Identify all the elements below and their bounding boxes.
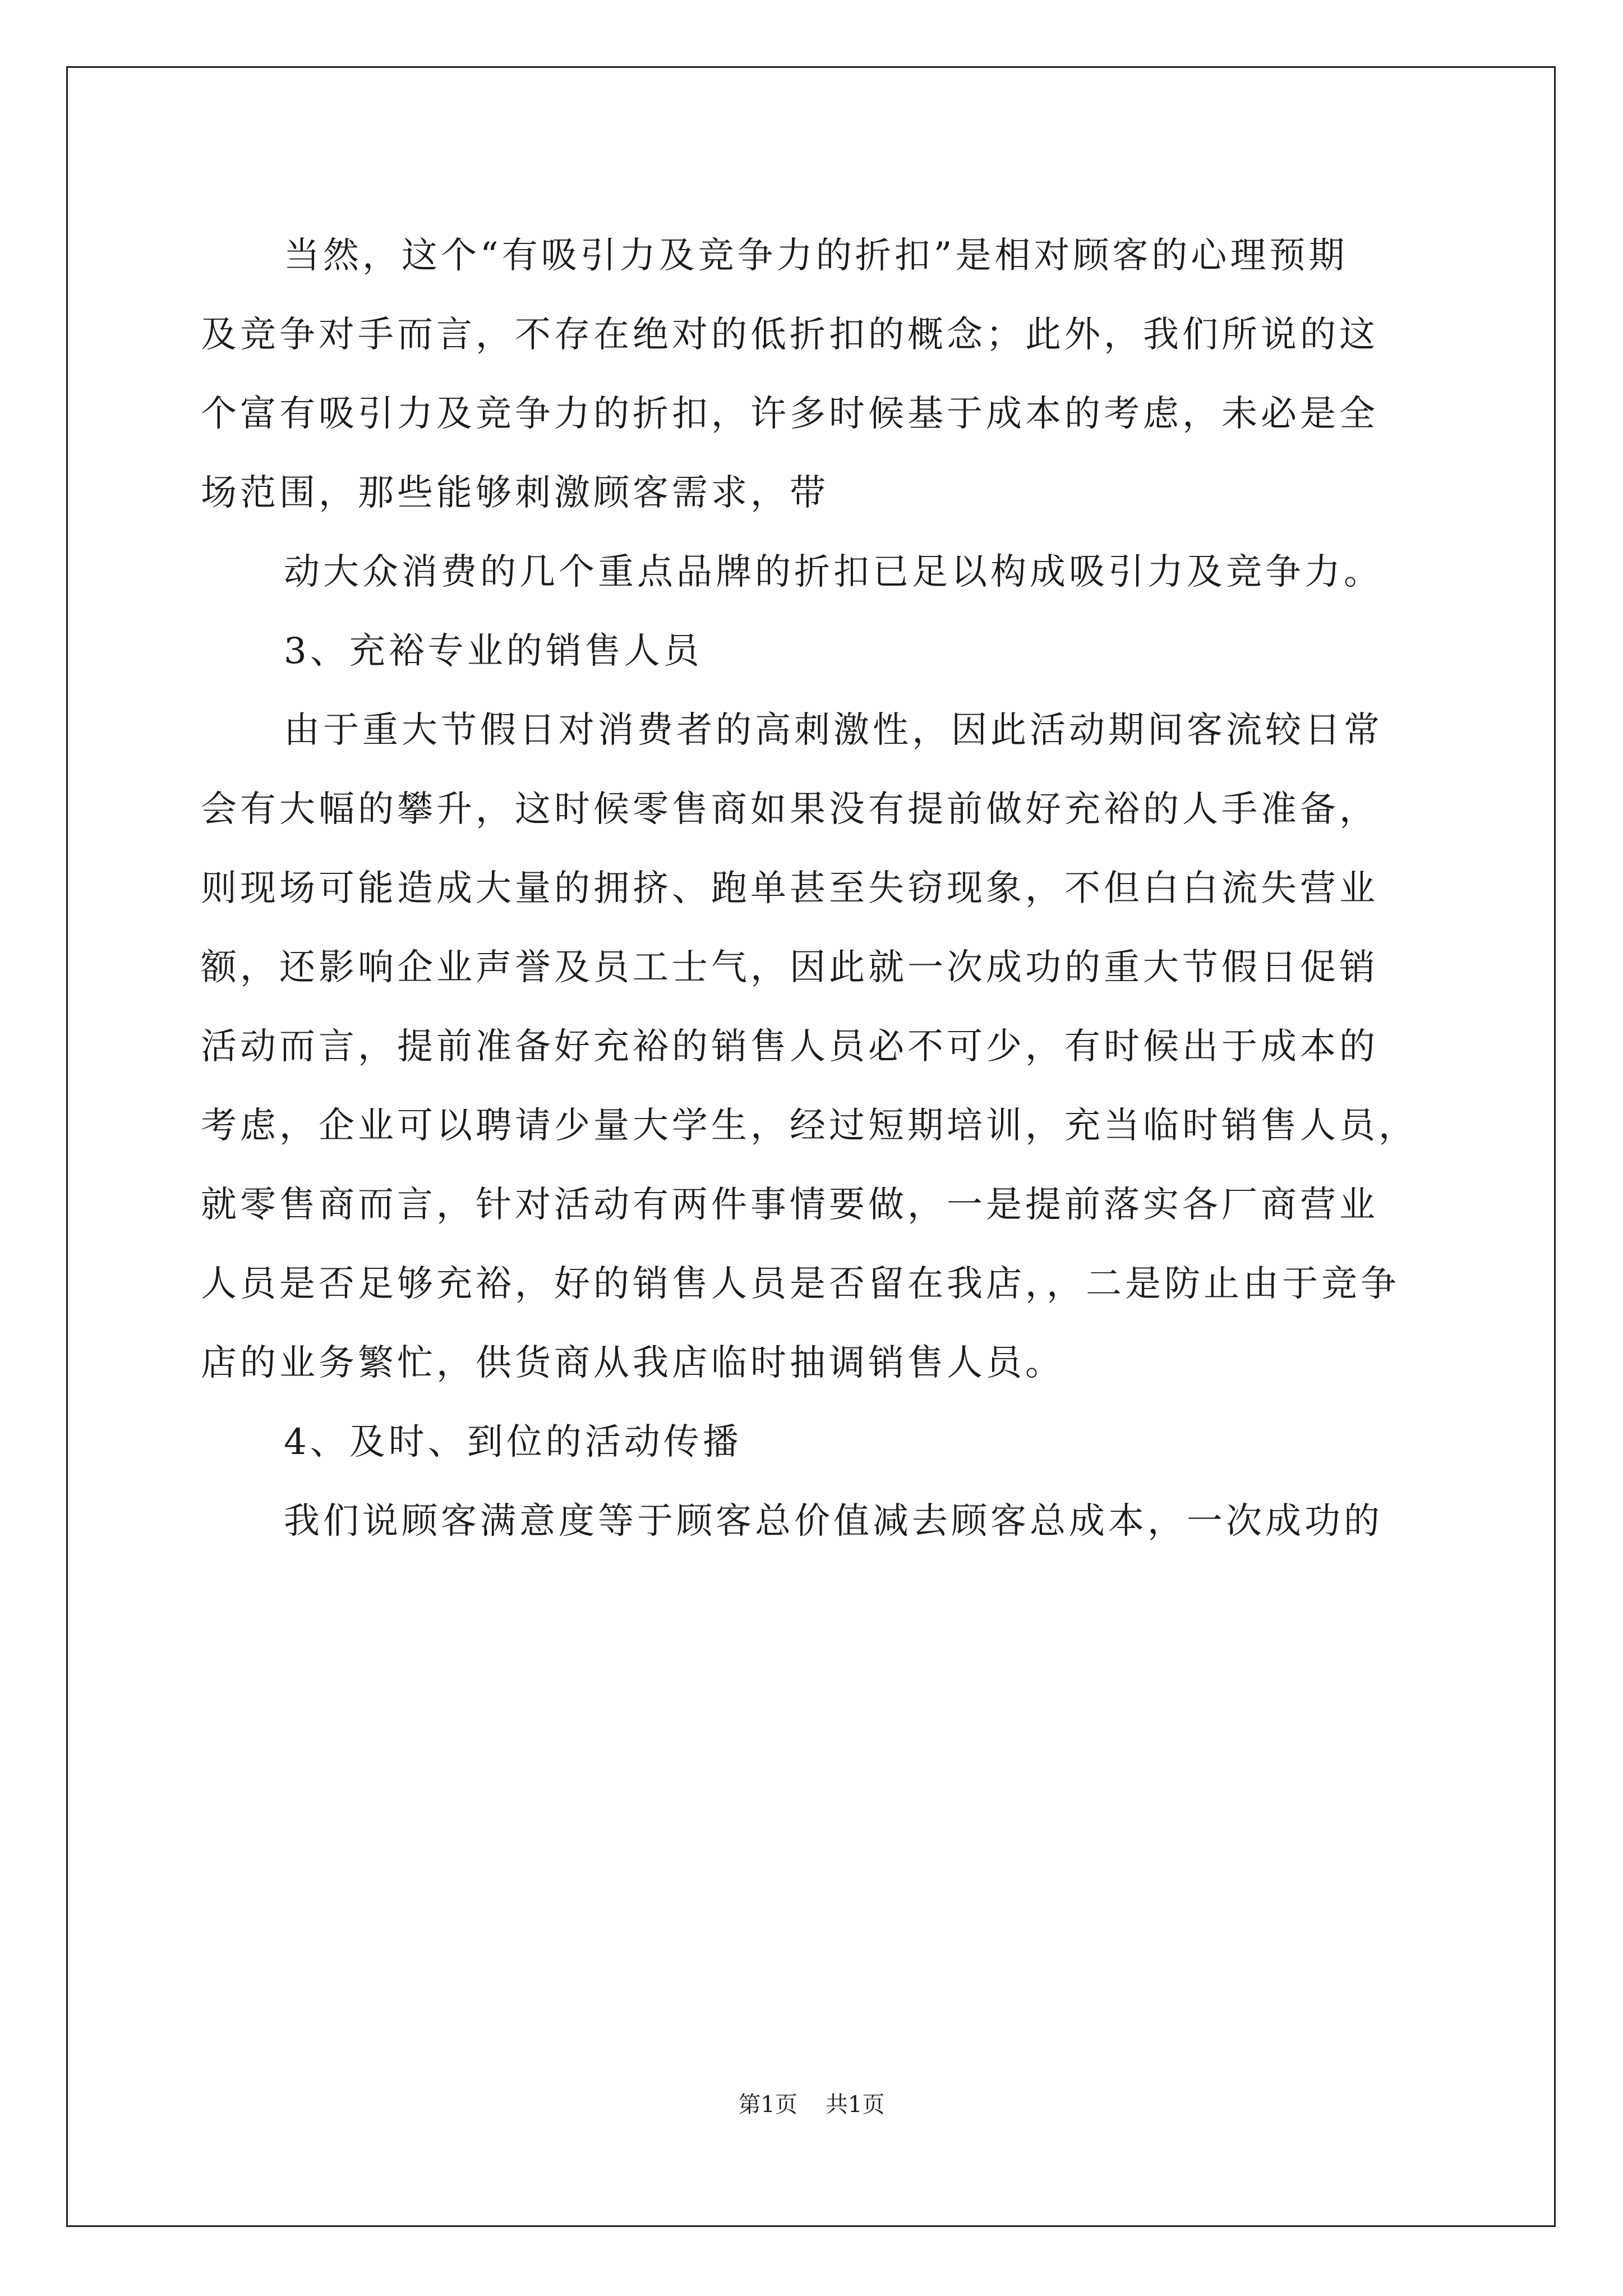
section-heading: 4、及时、到位的活动传播	[284, 1421, 742, 1463]
document-body	[201, 217, 1435, 1561]
page-footer	[0, 2088, 1623, 2122]
paragraph-line: 动大众消费的几个重点品牌的折扣已足以构成吸引力及竞争力。	[284, 551, 1383, 593]
paragraph-line: 个富有吸引力及竞争力的折扣，许多时候基于成本的考虑，未必是全	[201, 393, 1378, 435]
paragraph-line: 及竞争对手而言，不存在绝对的低折扣的概念；此外，我们所说的这	[201, 314, 1378, 356]
paragraph-line: 店的业务繁忙，供货商从我店临时抽调销售人员。	[201, 1342, 1064, 1384]
paragraph-line: 考虑，企业可以聘请少量大学生，经过短期培训，充当临时销售人员，	[201, 1105, 1418, 1147]
page-number-total: 共1页	[826, 2092, 885, 2118]
paragraph-line: 由于重大节假日对消费者的高刺激性，因此活动期间客流较日常	[284, 710, 1383, 751]
section-heading: 3、充裕专业的销售人员	[284, 631, 703, 672]
paragraph-line: 额，还影响企业声誉及员工士气，因此就一次成功的重大节假日促销	[201, 947, 1378, 988]
paragraph-line: 当然，这个“有吸引力及竞争力的折扣”是相对顾客的心理预期	[284, 235, 1348, 277]
page-number-current: 第1页	[738, 2092, 797, 2118]
paragraph-line: 人员是否足够充裕，好的销售人员是否留在我店，，二是防止由于竞争	[201, 1263, 1400, 1305]
paragraph-line: 会有大幅的攀升，这时候零售商如果没有提前做好充裕的人手准备，	[201, 789, 1378, 830]
paragraph-line: 场范围，那些能够刺激顾客需求，带	[201, 472, 829, 514]
paragraph-line: 则现场可能造成大量的拥挤、跑单甚至失窃现象，不但白白流失营业	[201, 868, 1378, 909]
paragraph-line: 我们说顾客满意度等于顾客总价值减去顾客总成本，一次成功的	[284, 1501, 1383, 1542]
paragraph-line: 就零售商而言，针对活动有两件事情要做，一是提前落实各厂商营业	[201, 1184, 1378, 1226]
paragraph-line: 活动而言，提前准备好充裕的销售人员必不可少，有时候出于成本的	[201, 1026, 1378, 1068]
